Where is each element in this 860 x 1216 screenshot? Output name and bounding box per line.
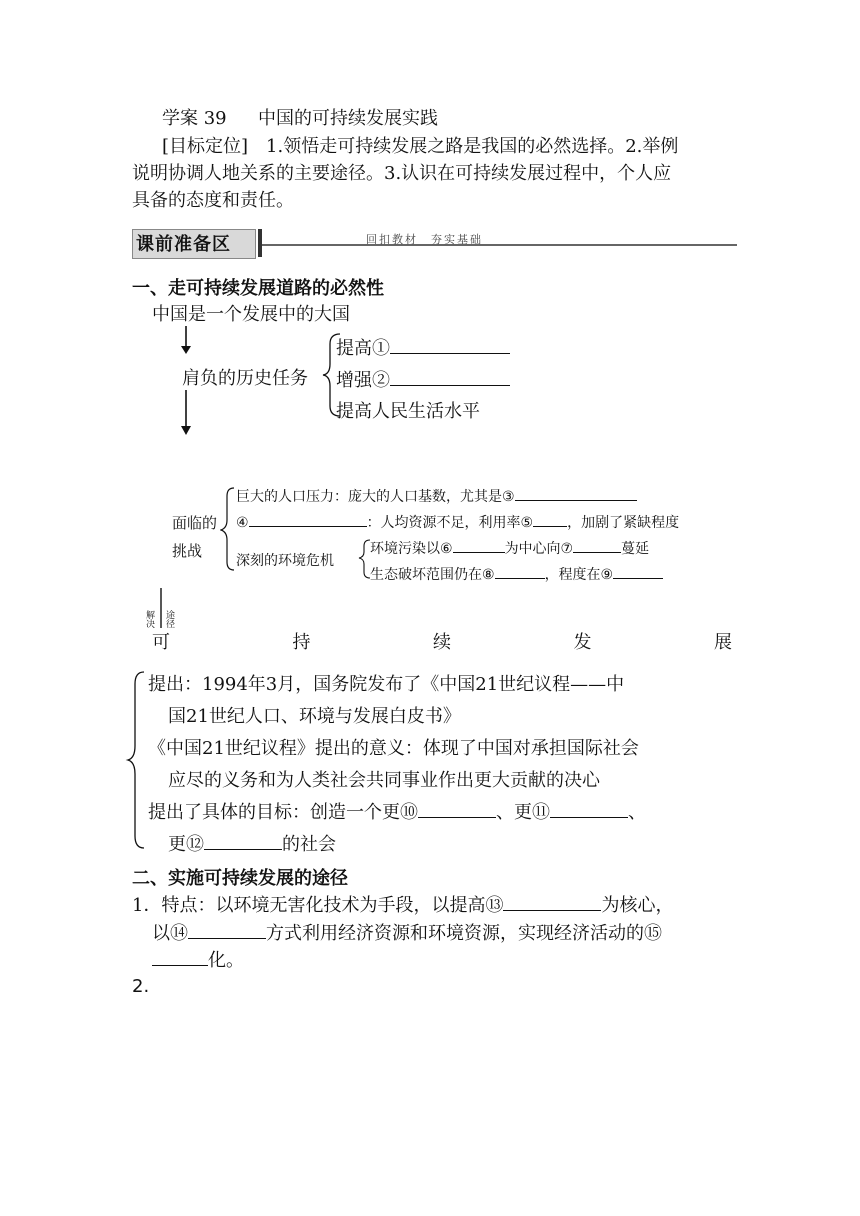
agenda-line-4: 应尽的义务和为人类社会共同事业作出更大贡献的决心 [168,770,600,791]
blank-14[interactable] [188,921,266,939]
env-crisis-label: 深刻的环境危机 [236,553,334,569]
para-2-end: 方式利用经济资源和环境资源，实现经济活动的⑮ [266,923,662,944]
agenda-line-6 [168,830,336,856]
blank-5[interactable] [533,512,567,527]
blank-3[interactable] [515,486,637,501]
blank-12[interactable] [204,832,282,850]
banner-rule [262,244,737,246]
page-title: 中国的可持续发展实践 [258,108,438,129]
section-2-para-1 [132,891,673,917]
task-label: 肩负的历史任务 [182,368,308,389]
para-1-text: 1．特点：以环境无害化技术为手段，以提高⑬ [132,895,504,916]
title-char-2: 持 [292,632,311,653]
banner-divider [258,229,262,257]
population-pressure [236,486,637,506]
agenda-goal-12: 更⑫ [168,834,204,855]
blank-2[interactable] [390,368,510,386]
challenge-label-1: 面临的 [172,514,218,532]
banner-title: 课前准备区 [136,234,231,255]
section-2-para-3 [152,946,244,972]
env-pollution [370,538,649,558]
goals-line-3: 具备的态度和责任。 [132,190,294,211]
blank-10[interactable] [418,800,496,818]
blank-9[interactable] [613,564,663,579]
section-2-heading: 二、实施可持续发展的途径 [132,868,348,889]
title-char-4: 发 [573,632,592,653]
agenda-goal-end: 的社会 [282,834,336,855]
para-3-text: 化。 [208,950,244,971]
resource-text: ：人均资源不足，利用率⑤ [366,515,534,531]
agenda-goal-mid: 、更⑪ [496,802,550,823]
goals-line-1: [目标定位] 1.领悟走可持续发展之路是我国的必然选择。2.举例 [162,136,679,157]
blank-7[interactable] [573,538,621,553]
env-pollution-text: 环境污染以⑥ [370,541,453,557]
section-2-para-2 [152,919,662,945]
blank-1[interactable] [390,336,510,354]
para-2-text: 以⑭ [152,923,188,944]
section-2-item-2: 2. [132,976,150,997]
country-statement: 中国是一个发展中的大国 [152,304,350,325]
blank-11[interactable] [550,800,628,818]
task-2-text: 增强② [336,370,390,391]
agenda-line-1: 提出：1994年3月，国务院发布了《中国21世纪议程——中 [148,674,625,695]
lesson-number: 学案 39 [162,108,227,129]
agenda-brace [124,668,148,854]
agenda-goal-comma: 、 [628,802,646,823]
task-2 [336,366,510,392]
title-char-5: 展 [714,632,732,653]
title-char-3: 续 [433,632,451,653]
resource-text-end: ，加剧了紧缺程度 [567,515,680,531]
section-1-heading: 一、走可持续发展道路的必然性 [132,278,384,299]
challenge-label-2: 挑战 [172,542,203,560]
env-pollution-mid: 为中心向⑦ [504,541,574,557]
sustainable-title [152,628,732,654]
eco-damage [370,564,663,584]
arrow-label-left: 解决 [146,611,156,630]
blank-4[interactable] [249,512,367,527]
arrow-label-right: 途径 [166,611,176,630]
para-1-end: 为核心， [601,895,674,916]
eco-damage-text: 生态破坏范围仍在⑧ [370,567,495,583]
goals-line-2: 说明协调人地关系的主要途径。3.认识在可持续发展过程中，个人应 [132,163,672,184]
blank-15[interactable] [152,948,208,966]
task-1 [336,334,510,360]
resource-shortage [236,512,679,532]
env-pollution-end: 蔓延 [621,541,650,557]
blank-4-label: ④ [236,515,249,531]
agenda-line-3: 《中国21世纪议程》提出的意义：体现了中国对承担国际社会 [148,738,639,759]
blank-13[interactable] [503,893,601,911]
agenda-line-5 [148,798,646,824]
task-3: 提高人民生活水平 [336,401,480,422]
eco-damage-mid: ，程度在⑨ [544,567,614,583]
task-1-text: 提高① [336,338,390,359]
blank-6[interactable] [453,538,505,553]
blank-8[interactable] [495,564,545,579]
banner-subtitle: 回扣教材 夯实基础 [366,233,483,246]
title-char-1: 可 [152,632,170,653]
agenda-line-2: 国21世纪人口、环境与发展白皮书》 [168,706,461,727]
population-pressure-text: 巨大的人口压力：庞大的人口基数，尤其是③ [236,489,515,505]
agenda-goal-text: 提出了具体的目标：创造一个更⑩ [148,802,418,823]
